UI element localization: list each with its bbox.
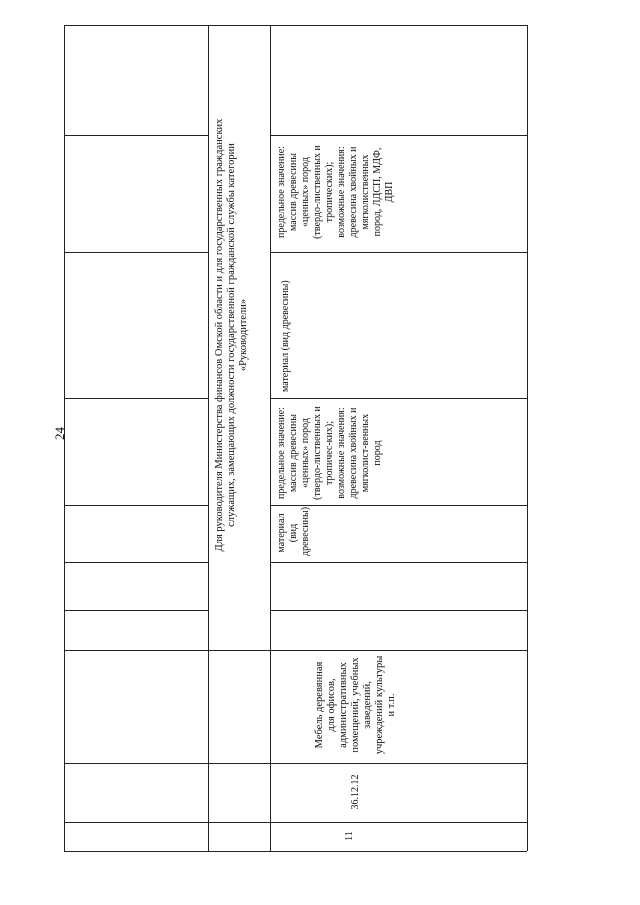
table-line-h4 — [64, 505, 208, 506]
characteristic-name-2: материал (вид древесины) — [280, 280, 291, 392]
table-line-h8 — [64, 763, 527, 764]
table-line-h6b — [270, 610, 527, 611]
table-line-h3b — [270, 398, 527, 399]
product-name: Мебель деревянная для офисов, административных помещений, учебных заведений, учреждений культуры и т.п. — [314, 655, 397, 755]
table-line-h9 — [64, 822, 527, 823]
characteristic-value-2: предельное значение: массив древесины «ценных» пород (твердо-лиственных и тропических); возможные значения: древесина хвойных и мягколиственных пород, ЛДСП, МДФ, ДВП — [276, 145, 395, 239]
table-line-h2b — [270, 252, 527, 253]
table-line-h2 — [64, 252, 208, 253]
row-number: 11 — [344, 831, 355, 841]
table-border-top — [64, 25, 527, 26]
table-line-h7 — [64, 650, 527, 651]
table-border-bottom — [64, 851, 527, 852]
table-line-h3 — [64, 398, 208, 399]
okpd-code: 36.12.12 — [350, 774, 361, 810]
table-border-left — [64, 25, 65, 851]
table-line-h5b — [270, 562, 527, 563]
table-line-h4b — [270, 505, 527, 506]
characteristic-value-1: предельное значение: массив древесины «ценных» пород (твердо-лиственных и тропичес-ких); возможные значения: древесина хвойных и мягколист-венных пород — [276, 406, 383, 500]
table-line-h1 — [64, 135, 208, 136]
table-line-v1 — [208, 25, 209, 851]
characteristic-name-1: материал (вид древесины) — [276, 506, 311, 556]
table-border-right — [527, 25, 528, 851]
table-line-v2 — [270, 25, 271, 851]
table-line-h5 — [64, 562, 208, 563]
table-line-h6 — [64, 610, 208, 611]
section-heading: Для руководителя Министерства финансов Омской области и для государственных гражданских служащих, замещающих должности государственной гражданской службы категории «Руководители» — [214, 118, 249, 552]
page-number: 24 — [52, 427, 67, 440]
